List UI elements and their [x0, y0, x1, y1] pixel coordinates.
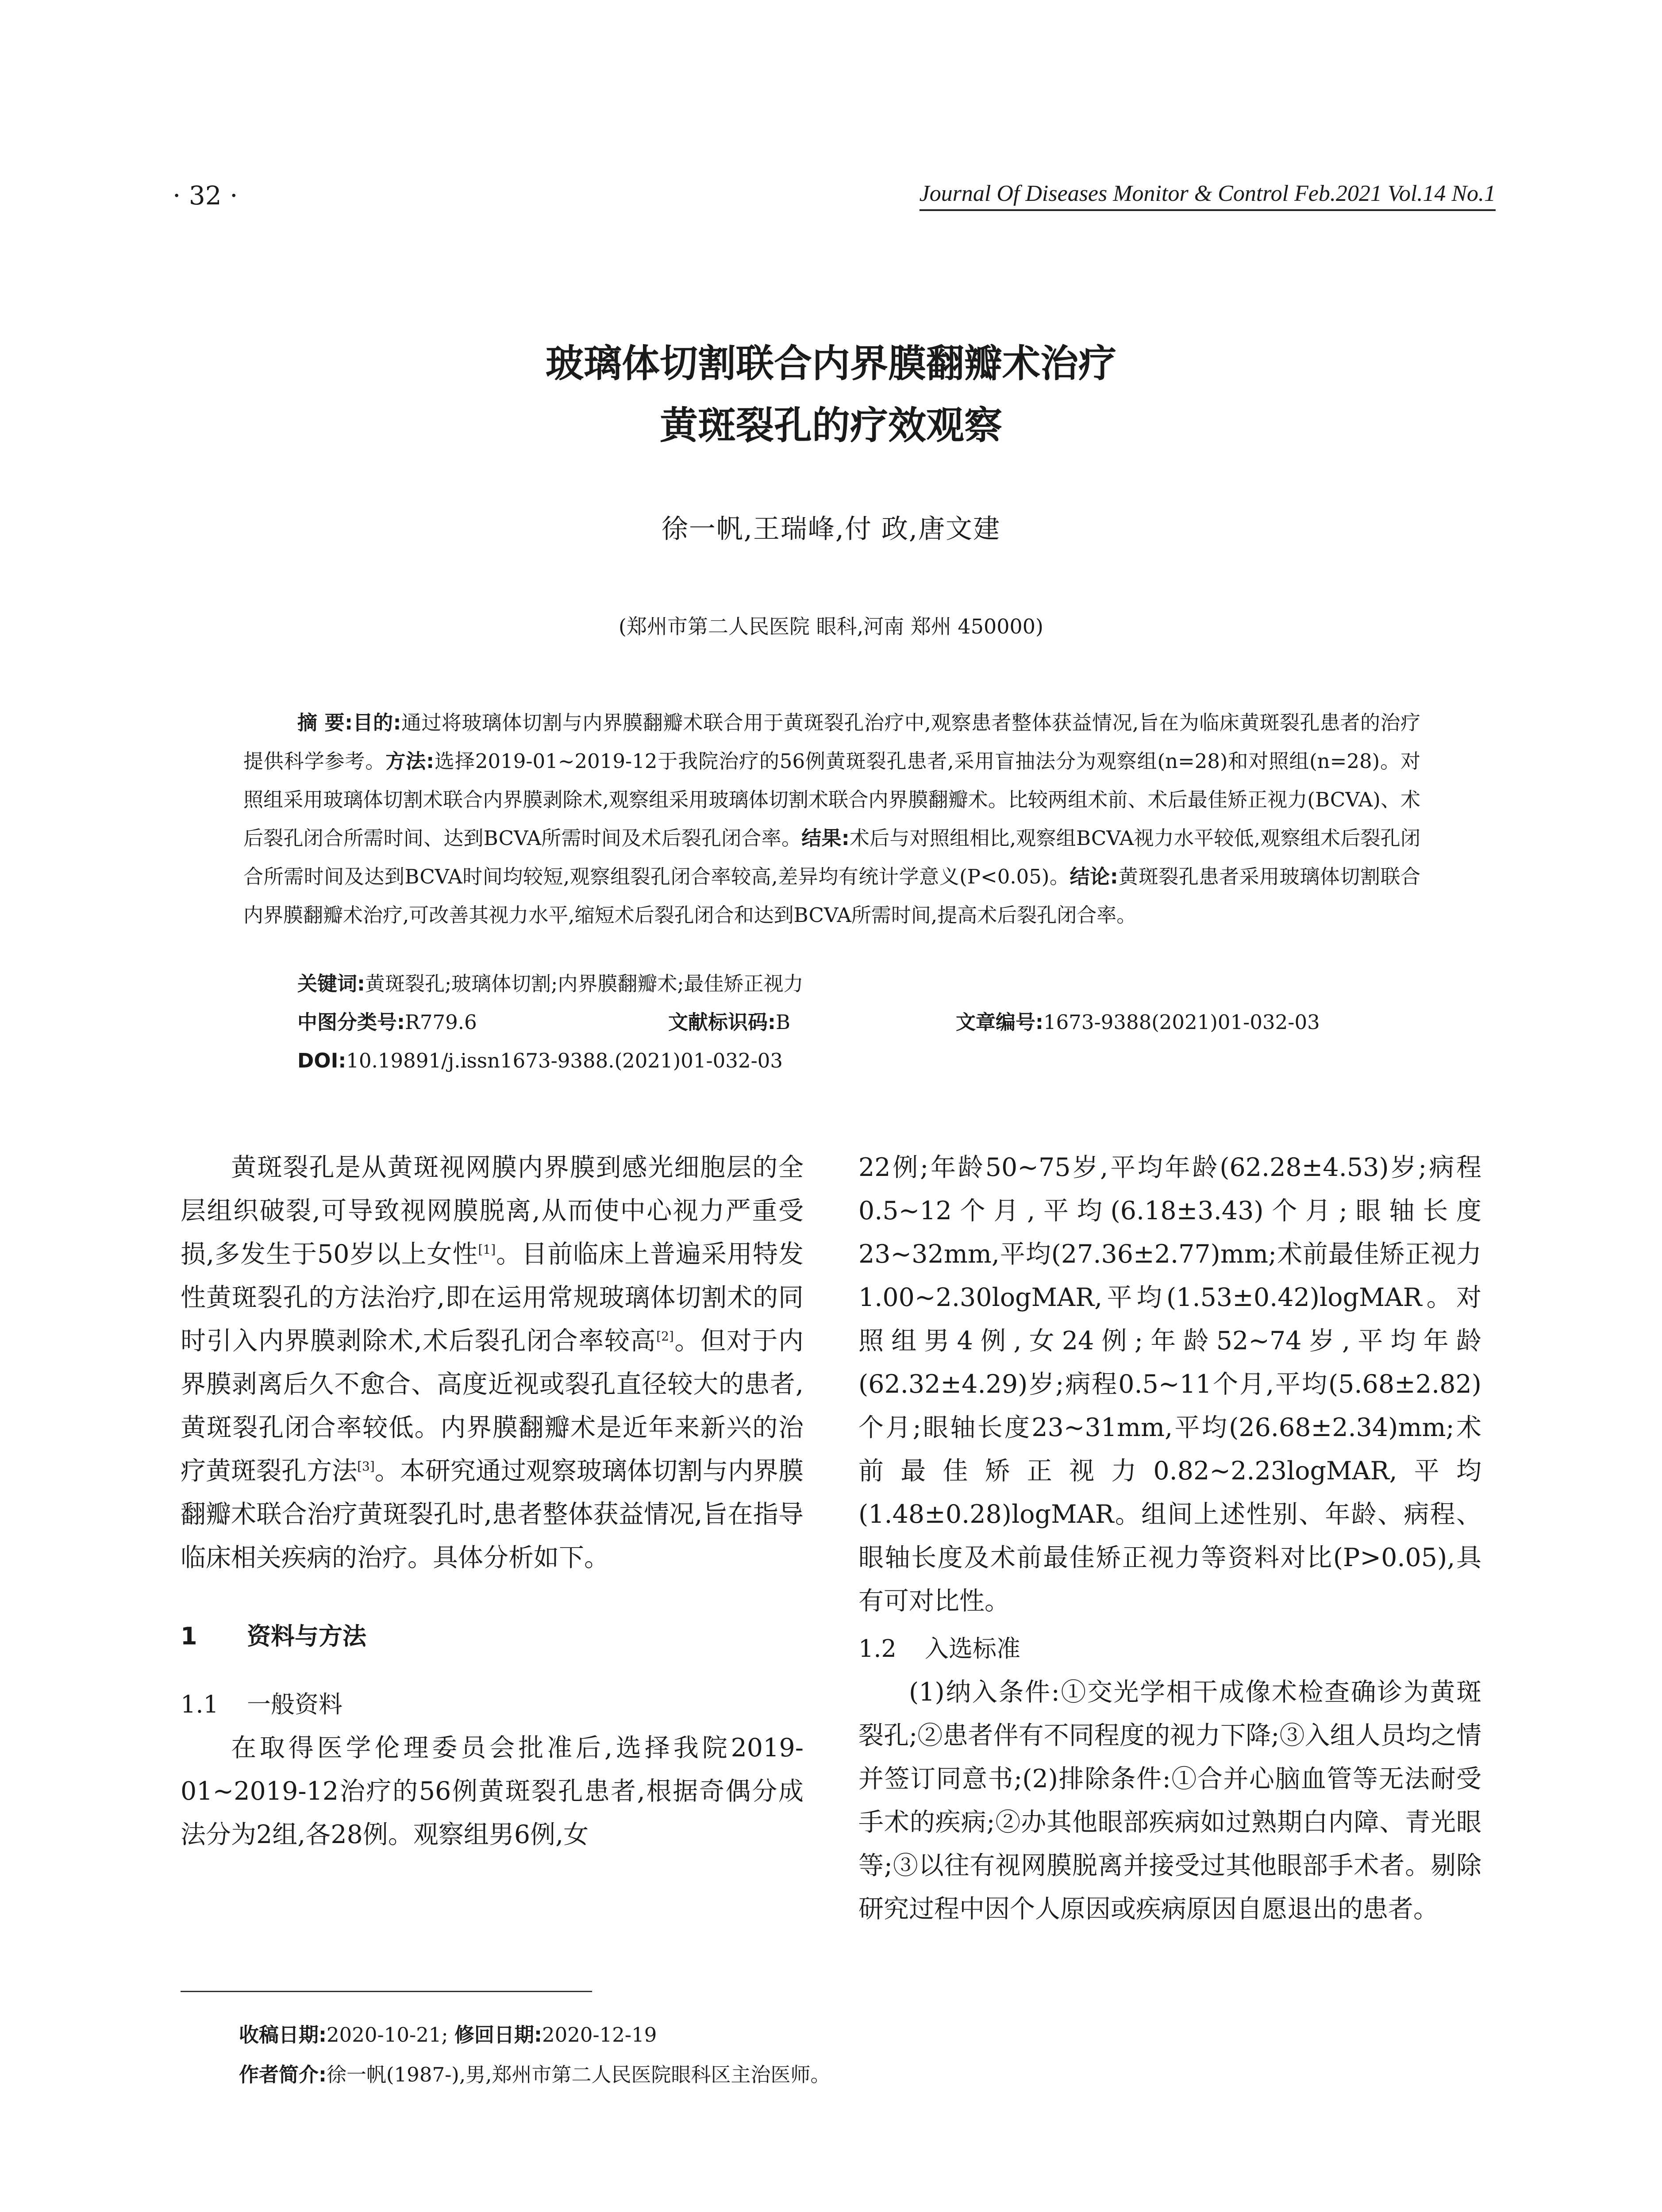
doi [297, 1041, 783, 1080]
footnote-dates [239, 2017, 657, 2053]
article-no-value: 1673-9388(2021)01-032-03 [1043, 1010, 1320, 1034]
revised-date: 2020-12-19 [542, 2023, 657, 2047]
abstract-label: 摘 要: [297, 711, 353, 734]
keywords-label: 关键词: [297, 972, 365, 995]
left-column [181, 1146, 804, 1856]
footnote-divider [181, 1991, 592, 1992]
subsection-1-2-number: 1.2 [858, 1635, 896, 1663]
page-number: · 32 · [173, 180, 238, 211]
abstract [243, 703, 1420, 934]
article-number [956, 1003, 1320, 1041]
keywords [297, 964, 804, 1003]
keywords-text: 黄斑裂孔;玻璃体切割;内界膜翻瓣术;最佳矫正视力 [365, 972, 804, 995]
results-label: 结果: [801, 826, 850, 850]
conclusion-text: 黄斑裂孔患者采用玻璃体切割联合内界膜翻瓣术治疗,可改善其视力水平,缩短术后裂孔闭合和达到BCVA所需时间,提高术后裂孔闭合率。 [243, 865, 1420, 927]
citation-1: [1] [478, 1242, 496, 1257]
subsection-1-2-title: 入选标准 [925, 1635, 1020, 1663]
author-list: 徐一帆,王瑞峰,付 政,唐文建 [661, 514, 1001, 545]
citation-3: [3] [357, 1459, 375, 1474]
footnote-author [239, 2057, 830, 2093]
objective-text: 通过将玻璃体切割与内界膜翻瓣术联合用于黄斑裂孔治疗中,观察患者整体获益情况,旨在为临床黄斑裂孔患者的治疗提供科学参考。 [243, 711, 1420, 773]
intro-text-c: 。但对于内界膜剥离后久不愈合、高度近视或裂孔直径较大的患者,黄斑裂孔闭合率较低。内界膜翻瓣术是近年来新兴的治疗黄斑裂孔方法 [181, 1326, 804, 1486]
clc-number [297, 1003, 477, 1041]
section-1-title: 资料与方法 [247, 1622, 366, 1650]
subsection-heading-1-1 [181, 1683, 804, 1726]
results-text: 术后与对照组相比,观察组BCVA视力水平较低,观察组术后裂孔闭合所需时间及达到BCVA时间均较短,观察组裂孔闭合率较高,差异均有统计学意义(P<0.05)。 [243, 826, 1421, 888]
intro-text-d: 。本研究通过观察玻璃体切割与内界膜翻瓣术联合治疗黄斑裂孔时,患者整体获益情况,旨在指导临床相关疾病的治疗。具体分析如下。 [181, 1456, 804, 1572]
methods-label: 方法: [385, 749, 435, 773]
intro-paragraph [181, 1146, 804, 1579]
subsection-1-1-title: 一般资料 [247, 1690, 342, 1718]
title-line-2: 黄斑裂孔的疗效观察 [660, 403, 1002, 448]
subsection-1-1-number: 1.1 [181, 1690, 219, 1718]
citation-2: [2] [656, 1329, 674, 1344]
section-1-number: 1 [181, 1622, 197, 1650]
received-label: 收稿日期: [239, 2023, 327, 2047]
intro-text-b: 。目前临床上普遍采用特发性黄斑裂孔的方法治疗,即在运用常规玻璃体切割术的同时引入内界膜剥除术,术后裂孔闭合率较高 [181, 1240, 804, 1356]
doc-code-label: 文献标识码: [668, 1010, 776, 1034]
right-column [858, 1146, 1481, 1931]
paragraph-1-1-continued: 22例;年龄50~75岁,平均年龄(62.28±4.53)岁;病程0.5~12个月,平均(6.18±3.43)个月;眼轴长度23~32mm,平均(27.36±2.77)mm;术前最佳矫正视力1.00~2.30logMAR,平均(1.53±0.42)logMAR。对照组男4例,女24例;年龄52~74岁,平均年龄(62.32±4.29)岁;病程0.5~11个月,平均(5.68±2.82)个月;眼轴长度23~31mm,平均(26.68±2.34)mm;术前最佳矫正视力0.82~2.23logMAR,平均(1.48±0.28)logMAR。组间上述性别、年龄、病程、眼轴长度及术前最佳矫正视力等资料对比(P>0.05),具有可对比性。 [858, 1153, 1481, 1616]
journal-header: Journal Of Diseases Monitor & Control Feb.2021 Vol.14 No.1 [919, 180, 1496, 211]
revised-label: 修回日期: [454, 2023, 542, 2047]
intro-text-a: 黄斑裂孔是从黄斑视网膜内界膜到感光细胞层的全层组织破裂,可导致视网膜脱离,从而使中心视力严重受损,多发生于50岁以上女性 [181, 1153, 804, 1269]
affiliation: (郑州市第二人民医院 眼科,河南 郑州 450000) [619, 614, 1043, 638]
doi-value: 10.19891/j.issn1673-9388.(2021)01-032-03 [346, 1049, 783, 1072]
conclusion-label: 结论: [1070, 865, 1118, 888]
subsection-heading-1-2 [858, 1627, 1481, 1671]
title-line-1: 玻璃体切割联合内界膜翻瓣术治疗 [546, 342, 1116, 386]
doc-code-value: B [776, 1010, 791, 1034]
clc-label: 中图分类号: [297, 1010, 405, 1034]
author-bio: 徐一帆(1987-),男,郑州市第二人民医院眼科区主治医师。 [327, 2063, 831, 2086]
author-bio-label: 作者简介: [239, 2063, 327, 2086]
objective-label: 目的: [353, 711, 401, 734]
received-date: 2020-10-21; [327, 2023, 448, 2047]
paragraph-1-2: (1)纳入条件:①交光学相干成像术检查确诊为黄斑裂孔;②患者伴有不同程度的视力下降;③入组人员均之情并签订同意书;(2)排除条件:①合并心脑血管等无法耐受手术的疾病;②办其他眼部疾病如过熟期白内障、青光眼等;③以往有视网膜脱离并接受过其他眼部手术者。剔除研究过程中因个人原因或疾病原因自愿退出的患者。 [858, 1678, 1481, 1924]
clc-value: R779.6 [405, 1010, 477, 1034]
document-code [668, 1003, 790, 1041]
section-heading-1 [181, 1615, 804, 1658]
paragraph-1-1-start: 在取得医学伦理委员会批准后,选择我院2019-01~2019-12治疗的56例黄斑裂孔患者,根据奇偶分成法分为2组,各28例。观察组男6例,女 [181, 1733, 804, 1849]
methods-text: 选择2019-01~2019-12于我院治疗的56例黄斑裂孔患者,采用盲抽法分为观察组(n=28)和对照组(n=28)。对照组采用玻璃体切割术联合内界膜剥除术,观察组采用玻璃体切割术联合内界膜翻瓣术。比较两组术前、术后最佳矫正视力(BCVA)、术后裂孔闭合所需时间、达到BCVA所需时间及术后裂孔闭合率。 [243, 749, 1420, 850]
article-no-label: 文章编号: [956, 1010, 1043, 1034]
doi-label: DOI: [297, 1049, 346, 1072]
